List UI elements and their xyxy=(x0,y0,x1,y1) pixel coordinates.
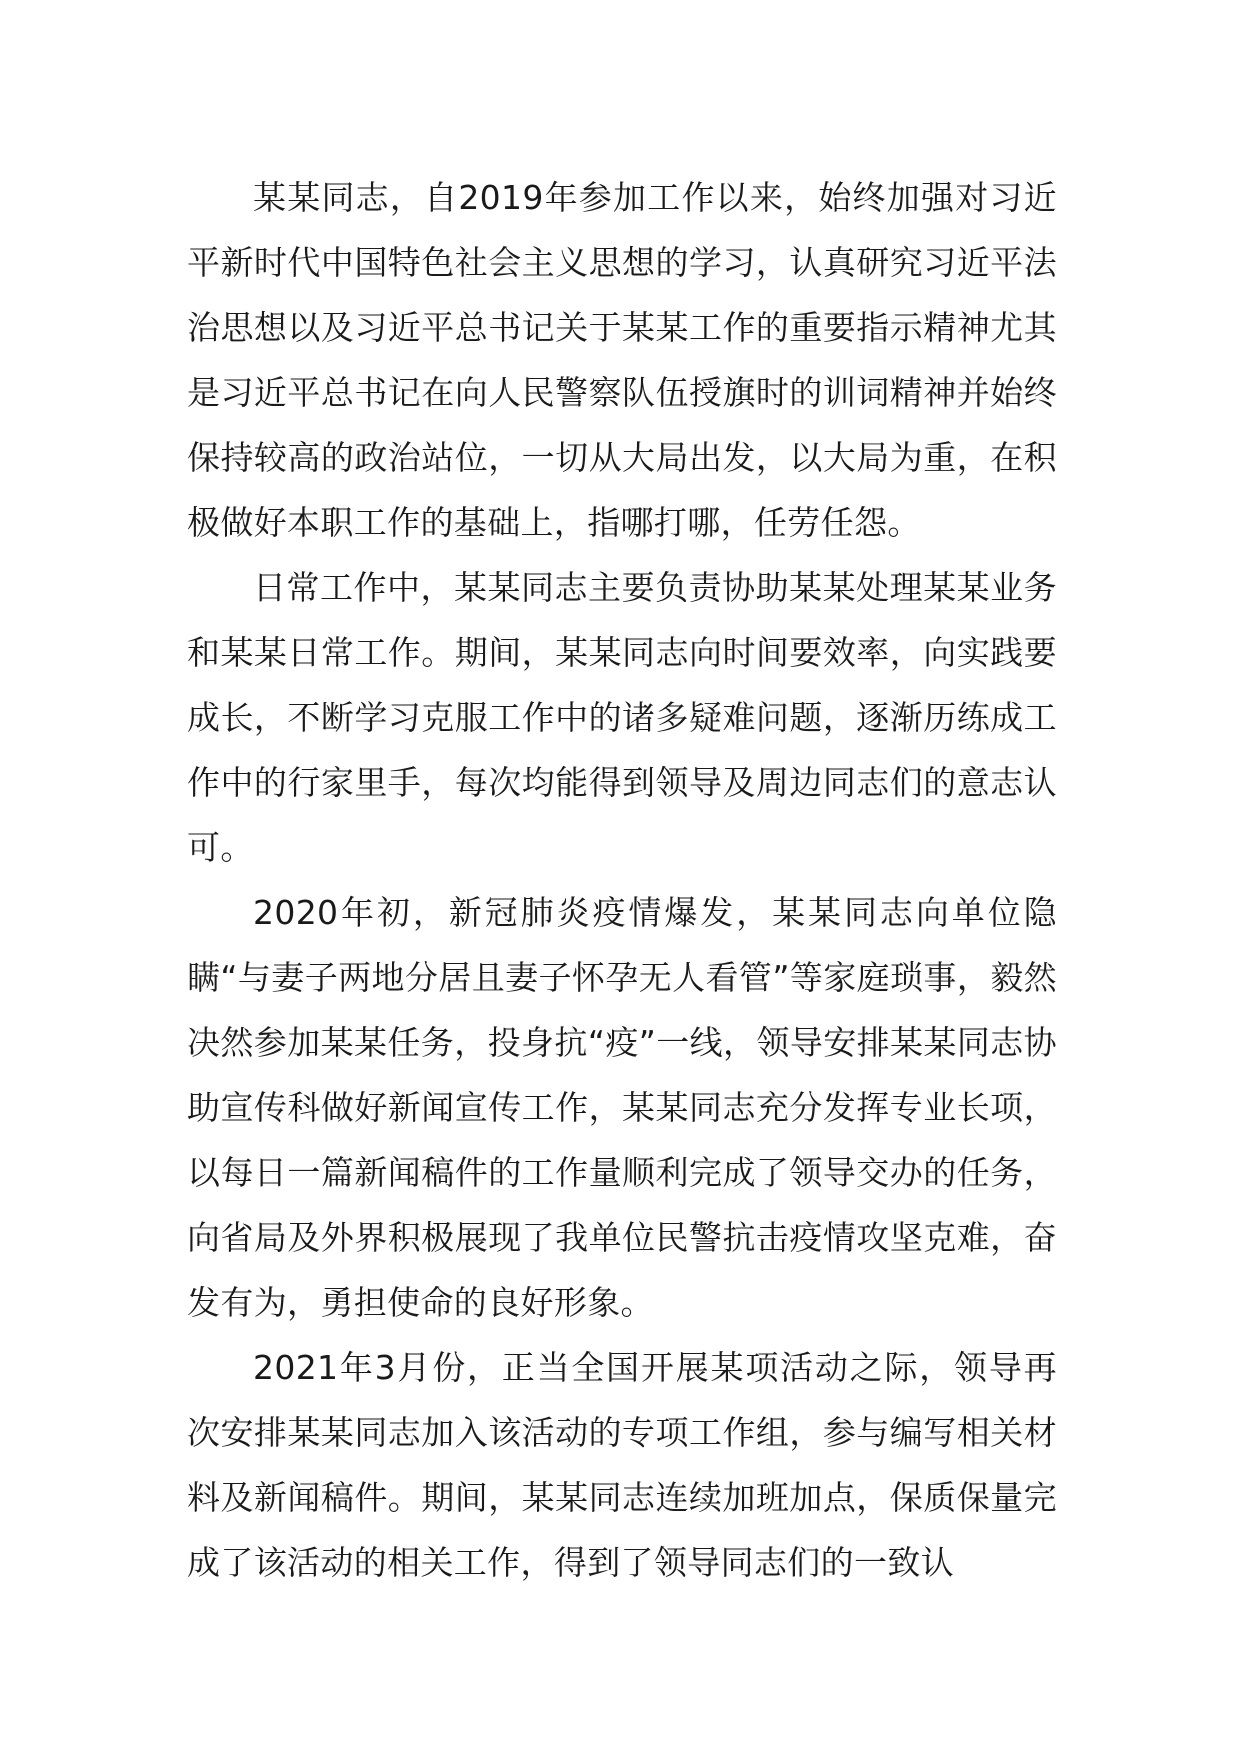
document-body xyxy=(187,165,1057,1595)
paragraph-daily-work: 日常工作中，某某同志主要负责协助某某处理某某业务和某某日常工作。期间，某某同志向时间要效率，向实践要成长，不断学习克服工作中的诸多疑难问题，逐渐历练成工作中的行家里手，每次均能得到领导及周边同志们的意志认可。 xyxy=(187,568,1057,867)
paragraph-pandemic-2020: 2020年初，新冠肺炎疫情爆发，某某同志向单位隐瞒“与妻子两地分居且妻子怀孕无人看管”等家庭琐事，毅然决然参加某某任务，投身抗“疫”一线，领导安排某某同志协助宣传科做好新闻宣传工作，某某同志充分发挥专业长项，以每日一篇新闻稿件的工作量顺利完成了领导交办的任务，向省局及外界积极展现了我单位民警抗击疫情攻坚克难，奋发有为，勇担使命的良好形象。 xyxy=(187,893,1057,1322)
paragraph-intro: 某某同志，自2019年参加工作以来，始终加强对习近平新时代中国特色社会主义思想的学习，认真研究习近平法治思想以及习近平总书记关于某某工作的重要指示精神尤其是习近平总书记在向人民警察队伍授旗时的训词精神并始终保持较高的政治站位，一切从大局出发，以大局为重，在积极做好本职工作的基础上，指哪打哪，任劳任怨。 xyxy=(187,178,1057,542)
paragraph-activity-2021: 2021年3月份，正当全国开展某项活动之际，领导再次安排某某同志加入该活动的专项工作组，参与编写相关材料及新闻稿件。期间，某某同志连续加班加点，保质保量完成了该活动的相关工作，得到了领导同志们的一致认 xyxy=(187,1348,1057,1582)
